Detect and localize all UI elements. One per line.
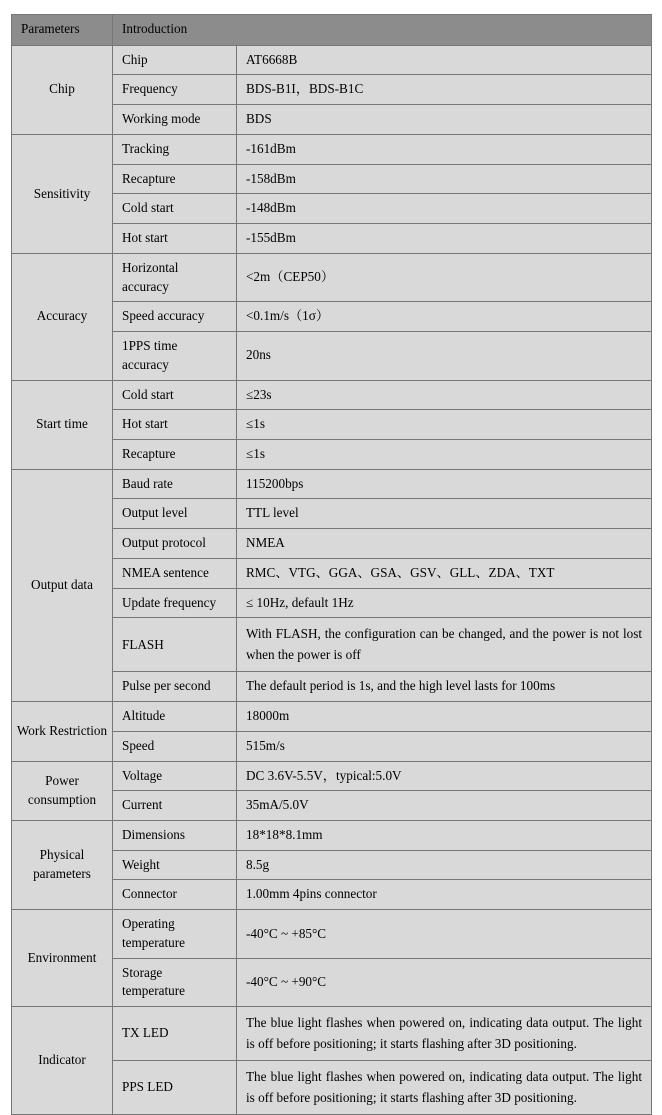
parameter-label: Voltage	[113, 761, 237, 791]
parameter-value: -161dBm	[237, 134, 652, 164]
parameter-label: Storage temperature	[113, 958, 237, 1006]
parameter-value: 1.00mm 4pins connector	[237, 880, 652, 910]
parameter-value: -158dBm	[237, 164, 652, 194]
table-row	[12, 469, 652, 499]
parameter-label: PPS LED	[113, 1061, 237, 1115]
parameter-value: ≤1s	[237, 410, 652, 440]
parameter-label: Working mode	[113, 105, 237, 135]
parameter-value: RMC、VTG、GGA、GSA、GSV、GLL、ZDA、TXT	[237, 558, 652, 588]
parameter-value: TTL level	[237, 499, 652, 529]
group-label: Accuracy	[12, 253, 113, 380]
group-label: Work Restriction	[12, 702, 113, 761]
parameter-label: Dimensions	[113, 821, 237, 851]
column-header-introduction: Introduction	[113, 15, 652, 46]
parameter-label: Operating temperature	[113, 910, 237, 958]
parameter-value: 20ns	[237, 332, 652, 380]
parameter-label: Cold start	[113, 380, 237, 410]
parameter-value: With FLASH, the configuration can be changed, and the power is not lost when the power is off	[237, 618, 652, 672]
group-label: Chip	[12, 45, 113, 134]
table-row	[12, 821, 652, 851]
group-label: Power consumption	[12, 761, 113, 820]
table-row	[12, 253, 652, 301]
column-header-parameters: Parameters	[12, 15, 113, 46]
table-row	[12, 380, 652, 410]
parameter-value: NMEA	[237, 529, 652, 559]
parameter-label: Output level	[113, 499, 237, 529]
table-row	[12, 910, 652, 958]
parameter-value: <0.1m/s（1σ）	[237, 302, 652, 332]
table-row	[12, 134, 652, 164]
table-row	[12, 761, 652, 791]
parameter-label: Frequency	[113, 75, 237, 105]
parameter-label: Cold start	[113, 194, 237, 224]
group-label: Sensitivity	[12, 134, 113, 253]
parameter-label: Horizontal accuracy	[113, 253, 237, 301]
parameter-value: The blue light flashes when powered on, indicating data output. The light is off before positioning; it starts flashing after 3D positioning.	[237, 1061, 652, 1115]
parameter-label: Recapture	[113, 440, 237, 470]
parameter-label: Altitude	[113, 702, 237, 732]
parameter-value: 8.5g	[237, 850, 652, 880]
table-body	[12, 45, 652, 1114]
parameter-value: -155dBm	[237, 224, 652, 254]
parameter-value: BDS	[237, 105, 652, 135]
parameter-label: Connector	[113, 880, 237, 910]
parameter-label: NMEA sentence	[113, 558, 237, 588]
parameter-value: The blue light flashes when powered on, indicating data output. The light is off before positioning; it starts flashing after 3D positioning.	[237, 1007, 652, 1061]
table-header	[12, 15, 652, 46]
parameter-value: DC 3.6V-5.5V，typical:5.0V	[237, 761, 652, 791]
group-label: Indicator	[12, 1007, 113, 1115]
table-row	[12, 45, 652, 75]
parameter-label: TX LED	[113, 1007, 237, 1061]
group-label: Physical parameters	[12, 821, 113, 910]
parameter-label: Recapture	[113, 164, 237, 194]
parameter-label: Hot start	[113, 224, 237, 254]
parameter-label: Tracking	[113, 134, 237, 164]
parameter-label: 1PPS time accuracy	[113, 332, 237, 380]
parameter-label: Update frequency	[113, 588, 237, 618]
parameter-value: 35mA/5.0V	[237, 791, 652, 821]
table-row	[12, 702, 652, 732]
parameter-value: <2m（CEP50）	[237, 253, 652, 301]
header-row	[12, 15, 652, 46]
parameter-value: ≤1s	[237, 440, 652, 470]
parameter-value: 515m/s	[237, 731, 652, 761]
parameter-label: Baud rate	[113, 469, 237, 499]
parameter-value: -148dBm	[237, 194, 652, 224]
parameter-value: The default period is 1s, and the high level lasts for 100ms	[237, 672, 652, 702]
parameter-label: Speed accuracy	[113, 302, 237, 332]
parameter-label: Current	[113, 791, 237, 821]
parameter-label: Hot start	[113, 410, 237, 440]
parameter-value: -40°C ~ +85°C	[237, 910, 652, 958]
specification-table	[11, 14, 652, 1115]
parameter-label: Pulse per second	[113, 672, 237, 702]
group-label: Output data	[12, 469, 113, 701]
table-row	[12, 1007, 652, 1061]
parameter-label: Weight	[113, 850, 237, 880]
parameter-value: ≤ 10Hz, default 1Hz	[237, 588, 652, 618]
group-label: Start time	[12, 380, 113, 469]
parameter-label: Chip	[113, 45, 237, 75]
parameter-value: BDS-B1I，BDS-B1C	[237, 75, 652, 105]
parameter-value: 18*18*8.1mm	[237, 821, 652, 851]
parameter-label: FLASH	[113, 618, 237, 672]
parameter-value: AT6668B	[237, 45, 652, 75]
group-label: Environment	[12, 910, 113, 1007]
parameter-value: 115200bps	[237, 469, 652, 499]
parameter-label: Speed	[113, 731, 237, 761]
parameter-value: -40°C ~ +90°C	[237, 958, 652, 1006]
parameter-value: 18000m	[237, 702, 652, 732]
parameter-value: ≤23s	[237, 380, 652, 410]
parameter-label: Output protocol	[113, 529, 237, 559]
